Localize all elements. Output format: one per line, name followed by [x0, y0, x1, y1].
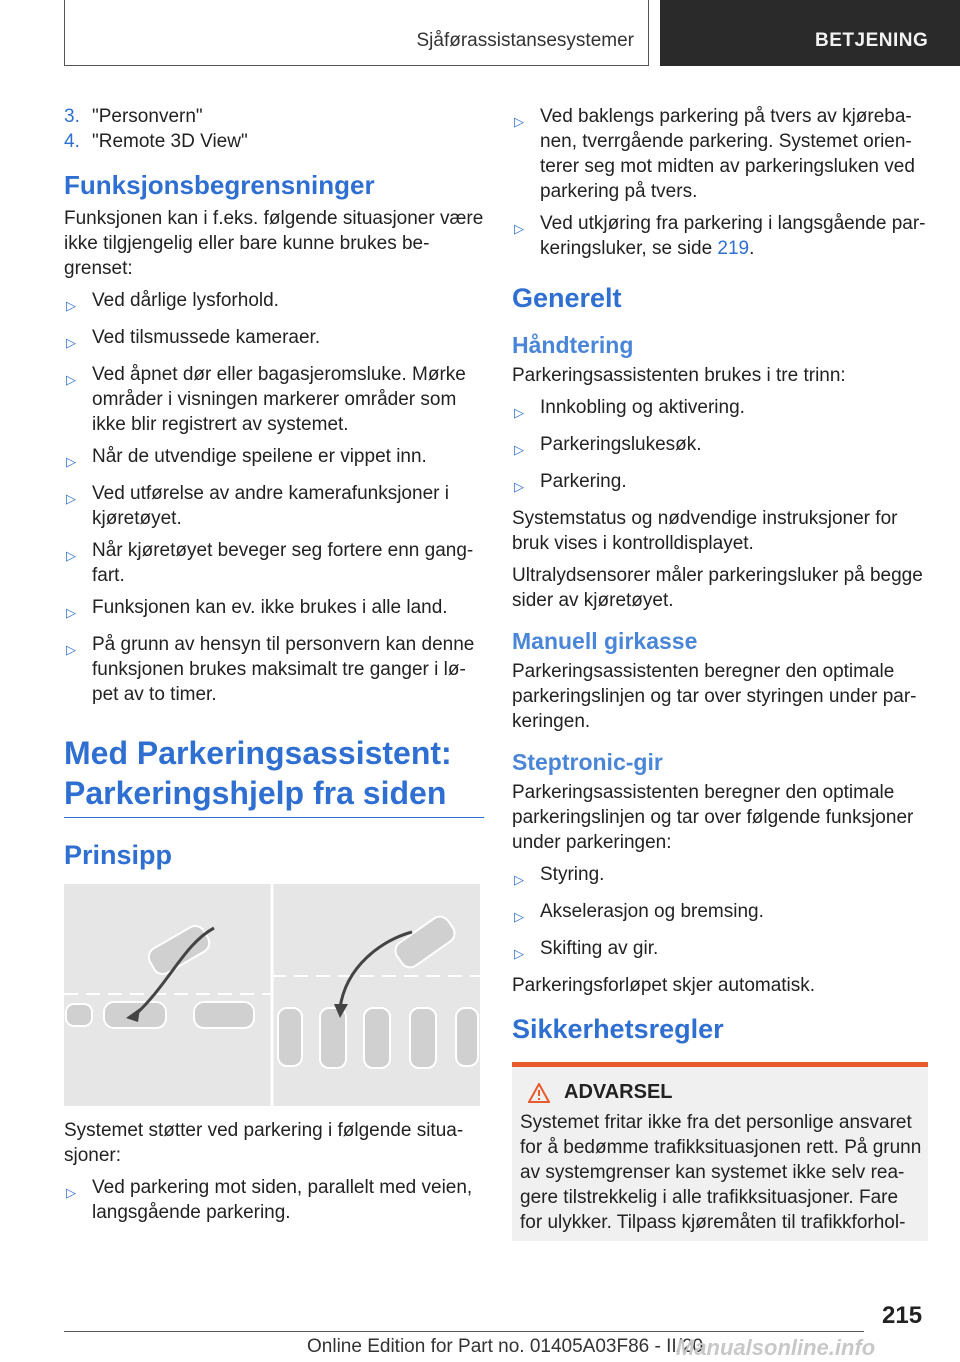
auto-text: Parkeringsforløpet skjer automatisk. [512, 975, 816, 996]
handling-list [512, 395, 928, 499]
bullet-triangle-icon: ▷ [66, 548, 76, 563]
page-number: 215 [882, 1302, 923, 1329]
list-text: "Remote 3D View" [92, 131, 248, 152]
list-number: 3. [64, 106, 80, 127]
warning-triangle-icon [528, 1083, 550, 1103]
warning-title: ADVARSEL [564, 1081, 673, 1103]
list-text: Når kjøretøyet beveger seg fortere enn gang-fart. [92, 540, 474, 586]
list-item [64, 444, 484, 474]
bullet-triangle-icon: ▷ [66, 298, 76, 313]
list-item [512, 469, 928, 499]
right-column [512, 104, 928, 1241]
list-text: Ved dårlige lysforhold. [92, 290, 279, 311]
bullet-triangle-icon: ▷ [66, 1185, 76, 1200]
bullet-triangle-icon: ▷ [514, 221, 524, 236]
list-item [512, 432, 928, 462]
list-item [64, 288, 484, 318]
bullet-triangle-icon: ▷ [514, 909, 524, 924]
exit-text: Ved utkjøring fra parkering i langsgående par-keringsluker, se side [540, 213, 926, 259]
manual-text: Parkeringsassistenten beregner den optimale parkeringslinjen og tar over styringen under par-keringen. [512, 661, 917, 732]
list-item [64, 362, 484, 437]
header-chapter-label: BETJENING [815, 30, 929, 51]
left-column [64, 104, 484, 1232]
list-item [64, 1175, 484, 1225]
bullet-triangle-icon: ▷ [514, 114, 524, 129]
list-text: Akselerasjon og bremsing. [540, 901, 764, 922]
exit-text-end: . [749, 238, 755, 259]
continued-list [512, 104, 928, 261]
safety-heading: Sikkerhetsregler [512, 1014, 724, 1044]
list-item [64, 104, 484, 129]
watermark-logo: Manualsonline.info [676, 1335, 876, 1360]
status-text: Systemstatus og nødvendige instruksjoner for bruk vises i kontrolldisplayet. [512, 508, 898, 554]
general-heading: Generelt [512, 283, 622, 313]
list-item [64, 325, 484, 355]
list-number: 4. [64, 131, 80, 152]
list-text: Parkering. [540, 471, 627, 492]
list-text: Funksjonen kan ev. ikke brukes i alle land. [92, 597, 448, 618]
parking-illustration [64, 884, 480, 1106]
list-item [512, 211, 928, 261]
list-text: Ved parkering mot siden, parallelt med veien, langsgående parkering. [92, 1177, 473, 1223]
bullet-triangle-icon: ▷ [514, 479, 524, 494]
list-text: Parkeringslukesøk. [540, 434, 702, 455]
parking-diagram-svg [64, 884, 480, 1106]
footer-edition: Online Edition for Part no. 01405A03F86 - II/20 [307, 1336, 704, 1357]
bullet-triangle-icon: ▷ [514, 872, 524, 887]
list-text: Ved baklengs parkering på tvers av kjøreba-nen, tverrgående parkering. Systemet orien-terer seg mot midten av parkeringsluken ved parkering på tvers. [540, 106, 915, 202]
list-text: Ved tilsmussede kameraer. [92, 327, 321, 348]
list-text: Innkobling og aktivering. [540, 397, 745, 418]
bullet-triangle-icon: ▷ [514, 442, 524, 457]
list-text: Ved utførelse av andre kamerafunksjoner i kjøretøyet. [92, 483, 449, 529]
list-item [512, 862, 928, 892]
list-item [64, 632, 484, 707]
list-text: På grunn av hensyn til personvern kan denne funksjonen brukes maksimalt tre ganger i lø-pet av to timer. [92, 634, 475, 705]
footer-divider [64, 1331, 864, 1332]
list-text: Når de utvendige speilene er vippet inn. [92, 446, 427, 467]
list-item [512, 104, 928, 204]
handling-text: Parkeringsassistenten brukes i tre trinn: [512, 365, 846, 386]
steptronic-list [512, 862, 928, 966]
principle-heading: Prinsipp [64, 840, 173, 870]
list-item [64, 538, 484, 588]
list-text: "Personvern" [92, 106, 203, 127]
list-item [512, 936, 928, 966]
list-item [64, 595, 484, 625]
bullet-triangle-icon: ▷ [514, 946, 524, 961]
list-text: Styring. [540, 864, 605, 885]
principle-text: Systemet støtter ved parkering i følgende situa-sjoner: [64, 1120, 464, 1166]
list-text: Skifting av gir. [540, 938, 659, 959]
bullet-triangle-icon: ▷ [66, 454, 76, 469]
bullet-triangle-icon: ▷ [66, 605, 76, 620]
limits-intro: Funksjonen kan i f.eks. følgende situasjoner være ikke tilgjengelig eller bare kunne brukes be-grenset: [64, 208, 484, 279]
list-item [512, 395, 928, 425]
header-chapter-tab [660, 0, 960, 66]
steptronic-text: Parkeringsassistenten beregner den optimale parkeringslinjen og tar over følgende funksjoner under parkeringen: [512, 782, 914, 853]
bullet-triangle-icon: ▷ [66, 335, 76, 350]
list-item [64, 129, 484, 154]
header-frame [64, 0, 649, 66]
bullet-triangle-icon: ▷ [514, 405, 524, 420]
warning-text: Systemet fritar ikke fra det personlige ansvaret for å bedømme trafikksituasjonen rett. På grunn av systemgrenser kan systemet ikke selv rea-gere tilstrekkelig i alle trafikksituasjoner. Fare for ulykker. Tilpass kjøremåten til trafikkforhol- [520, 1112, 922, 1233]
steptronic-heading: Steptronic-gir [512, 749, 663, 775]
bullet-triangle-icon: ▷ [66, 642, 76, 657]
manual-heading: Manuell girkasse [512, 628, 698, 654]
principle-list [64, 1175, 484, 1225]
limits-heading: Funksjonsbegrensninger [64, 170, 375, 200]
list-text [540, 211, 928, 261]
bullet-triangle-icon: ▷ [66, 372, 76, 387]
ultrasonic-text: Ultralydsensorer måler parkeringsluker på begge sider av kjøretøyet. [512, 565, 923, 611]
list-item [512, 899, 928, 929]
numbered-list [64, 104, 484, 154]
warning-title-row [520, 1081, 922, 1104]
limits-list [64, 288, 484, 707]
list-text: Ved åpnet dør eller bagasjeromsluke. Mørke områder i visningen markerer områder som ikke blir registrert av systemet. [92, 364, 466, 435]
main-heading: Med Parkeringsassistent: Parkeringshjelp fra siden [64, 733, 484, 818]
bullet-triangle-icon: ▷ [66, 491, 76, 506]
list-item [64, 481, 484, 531]
page-reference-link[interactable]: 219 [717, 238, 750, 259]
header-section-title: Sjåførassistansesystemer [416, 30, 634, 51]
handling-heading: Håndtering [512, 332, 634, 358]
warning-box [512, 1062, 928, 1241]
